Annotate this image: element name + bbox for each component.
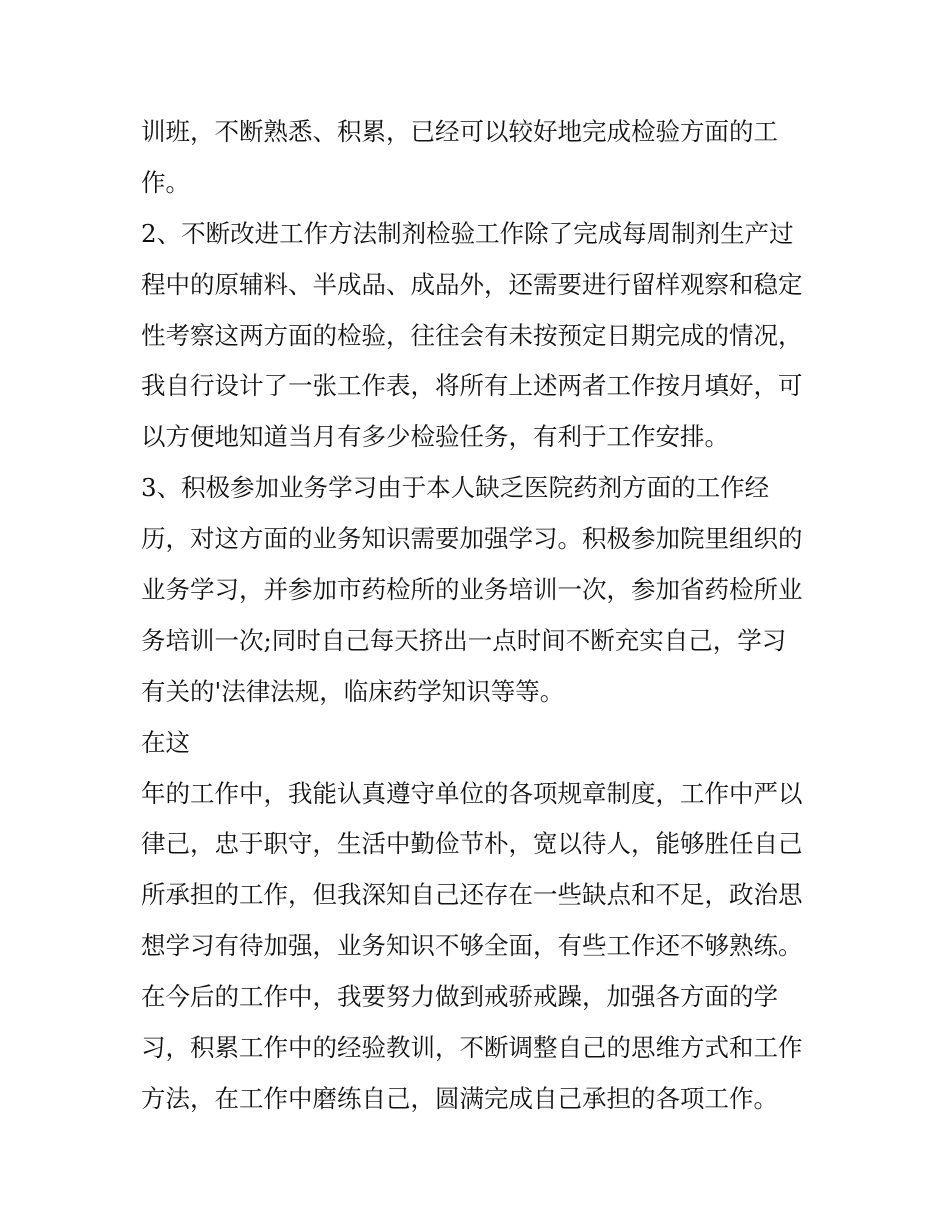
text-line: 年的工作中，我能认真遵守单位的各项规章制度，工作中严以 — [141, 778, 803, 808]
text-line: 在今后的工作中，我要努力做到戒骄戒躁，加强各方面的学 — [141, 982, 778, 1012]
text-line: 程中的原辅料、半成品、成品外，还需要进行留样观察和稳定 — [141, 269, 803, 299]
text-line: 律己，忠于职守，生活中勤俭节朴，宽以待人，能够胜任自己 — [141, 829, 803, 859]
text-line: 在这 — [141, 727, 190, 757]
text-line: 方法，在工作中磨练自己，圆满完成自己承担的各项工作。 — [141, 1083, 778, 1113]
text-line: 业务学习，并参加市药检所的业务培训一次，参加省药检所业 — [141, 575, 803, 605]
text-line: 作。 — [141, 167, 190, 197]
text-line: 性考察这两方面的检验，往往会有未按预定日期完成的情况， — [141, 320, 803, 350]
text-line: 习，积累工作中的经验教训，不断调整自己的思维方式和工作 — [141, 1033, 803, 1063]
text-line: 历，对这方面的业务知识需要加强学习。积极参加院里组织的 — [141, 524, 803, 554]
document-body — [141, 107, 831, 1125]
text-line: 3、积极参加业务学习由于本人缺乏医院药剂方面的工作经 — [141, 473, 770, 503]
text-line: 有关的'法律法规，临床药学知识等等。 — [141, 676, 565, 706]
text-line: 所承担的工作，但我深知自己还存在一些缺点和不足，政治思 — [141, 880, 803, 910]
text-line: 务培训一次;同时自己每天挤出一点时间不断充实自己，学习 — [141, 625, 787, 655]
text-line: 以方便地知道当月有多少检验任务，有利于工作安排。 — [141, 422, 729, 452]
text-line: 训班，不断熟悉、积累，已经可以较好地完成检验方面的工 — [141, 117, 778, 146]
text-line: 2、不断改进工作方法制剂检验工作除了完成每周制剂生产过 — [141, 218, 794, 248]
text-line: 我自行设计了一张工作表，将所有上述两者工作按月填好，可 — [141, 371, 803, 401]
text-line: 想学习有待加强，业务知识不够全面，有些工作还不够熟练。 — [141, 931, 803, 961]
